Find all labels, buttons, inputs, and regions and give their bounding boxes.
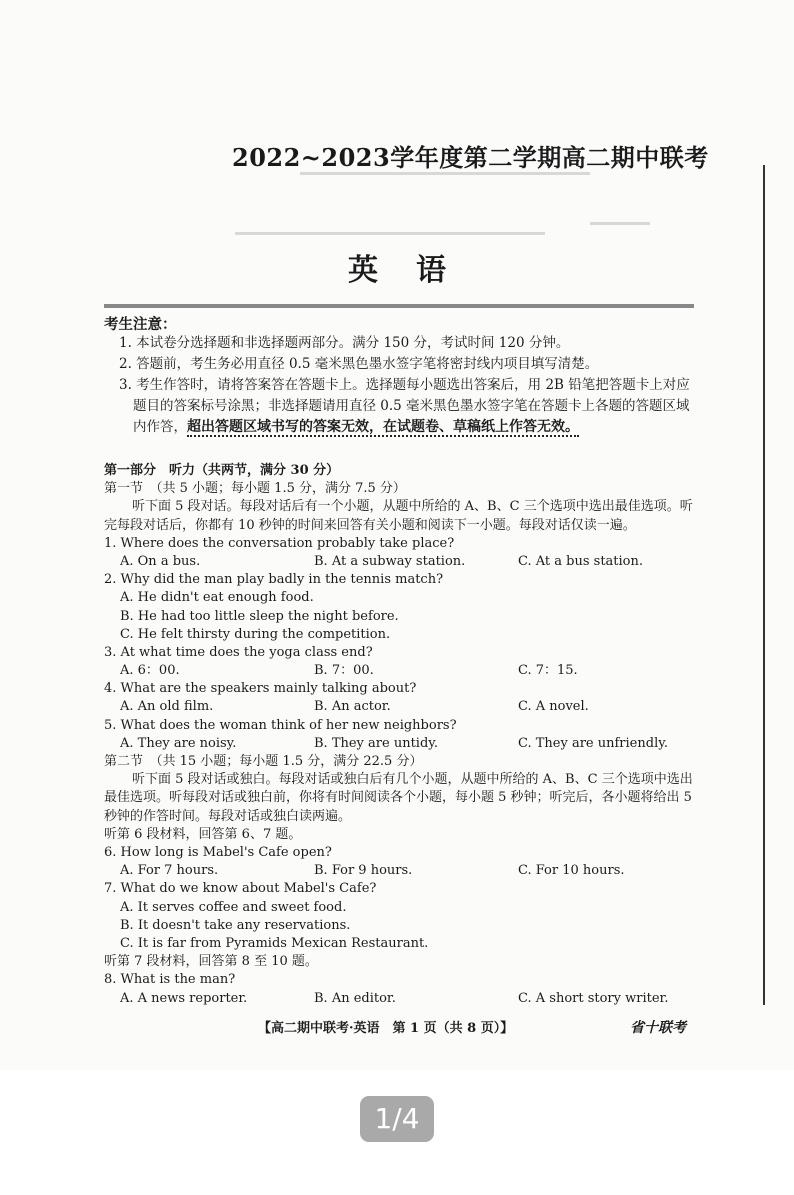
- section-heading: 第二节 （共 15 小题；每小题 1.5 分，满分 22.5 分）: [104, 754, 423, 770]
- question-options: [104, 735, 700, 753]
- question-stem: 3. At what time does the yoga class end?: [104, 644, 373, 660]
- page-indicator[interactable]: 1/4: [360, 1096, 434, 1142]
- question-options: [104, 662, 700, 680]
- option-c: C. 7：15.: [518, 663, 578, 679]
- option-c: C. At a bus station.: [518, 553, 644, 569]
- part-heading: 第一部分 听力（共两节，满分 30 分）: [104, 463, 340, 478]
- option-c: C. They are unfriendly.: [518, 735, 668, 751]
- section-instructions: 听下面 5 段对话或独白。每段对话或独白后有几个小题，从题中所给的 A、B、C 三个选项中选出最佳选项。听每段对话或独白前，你将有时间阅读各个小题，每小题 5 秒钟；听完后，各小题将给出 5 秒钟的作答时间。每段对话或独白读两遍。: [104, 772, 693, 824]
- footer-brand-logo: 省十联考: [630, 1020, 686, 1036]
- notice-list: [104, 333, 700, 438]
- question-stem: 4. What are the speakers mainly talking about?: [104, 681, 417, 697]
- option-a: A. For 7 hours.: [120, 863, 219, 879]
- option-c: C. A short story writer.: [518, 990, 669, 1006]
- option-a: A. On a bus.: [120, 553, 201, 569]
- question-stem: 5. What does the woman think of her new neighbors?: [104, 717, 457, 733]
- faint-subtitle-line: [300, 172, 590, 175]
- option-b: B. An editor.: [314, 990, 396, 1006]
- option-a: A. It serves coffee and sweet food.: [120, 899, 347, 915]
- option-b: B. An actor.: [314, 699, 391, 715]
- option-b: B. They are untidy.: [314, 735, 439, 751]
- section-heading: 第一节 （共 5 小题；每小题 1.5 分，满分 7.5 分）: [104, 481, 406, 497]
- notice-item: 2. 答题前，考生务必用直径 0.5 毫米黑色墨水签字笔将密封线内项目填写清楚。: [119, 356, 599, 372]
- notice-heading: 考生注意：: [104, 316, 177, 333]
- option-b: B. He had too little sleep the night before.: [120, 608, 399, 624]
- section-instructions: 听下面 5 段对话。每段对话后有一个小题，从题中所给的 A、B、C 三个选项中选出最佳选项。听完每段对话后，你都有 10 秒钟的时间来回答有关小题和阅读下一小题。每段对话仅读一遍。: [104, 499, 693, 533]
- option-a: A. 6：00.: [120, 663, 180, 679]
- option-a: A. They are noisy.: [120, 735, 237, 751]
- question-options: [104, 862, 700, 880]
- material-label: 听第 6 段材料，回答第 6、7 题。: [104, 826, 302, 842]
- option-b: B. It doesn't take any reservations.: [120, 917, 351, 933]
- option-a: A. An old film.: [120, 699, 214, 715]
- binding-line: [763, 165, 765, 1005]
- material-label: 听第 7 段材料，回答第 8 至 10 题。: [104, 954, 318, 970]
- question-options: [104, 698, 700, 716]
- header-rule: [104, 304, 694, 308]
- option-a: A. A news reporter.: [120, 990, 248, 1006]
- question-stem: 7. What do we know about Mabel's Cafe?: [104, 881, 377, 897]
- question-stem: 1. Where does the conversation probably take place?: [104, 535, 455, 551]
- listening-section: [104, 462, 700, 1008]
- exam-title: 2022~2023学年度第二学期高二期中联考: [232, 143, 709, 172]
- option-b: B. 7：00.: [314, 663, 374, 679]
- option-c: C. A novel.: [518, 699, 589, 715]
- option-b: B. For 9 hours.: [314, 863, 413, 879]
- option-c: C. It is far from Pyramids Mexican Restaurant.: [120, 935, 429, 951]
- faint-line: [590, 222, 650, 225]
- footer-page-info: 【高二期中联考·英语 第 1 页（共 8 页）】: [258, 1021, 514, 1036]
- option-c: C. For 10 hours.: [518, 863, 625, 879]
- option-a: A. He didn't eat enough food.: [120, 590, 314, 606]
- question-options: [104, 553, 700, 571]
- notice-emphasis: 超出答题区域书写的答案无效，在试题卷、草稿纸上作答无效。: [187, 419, 579, 435]
- option-b: B. At a subway station.: [314, 553, 466, 569]
- question-stem: 2. Why did the man play badly in the tennis match?: [104, 572, 444, 588]
- option-c: C. He felt thirsty during the competition.: [120, 626, 391, 642]
- question-stem: 6. How long is Mabel's Cafe open?: [104, 845, 332, 861]
- notice-item-text: 3. 考生作答时，请将答案答在答题卡上。选择题每小题选出答案后，用 2B 铅笔把答题卡上对应题目的答案标号涂黑；非选择题请用直径 0.5 毫米黑色墨水签字笔在答题卡上各题的答题区域内作答，: [119, 377, 690, 435]
- subject-title: 英语: [348, 253, 484, 288]
- question-options: [104, 990, 700, 1008]
- faint-line: [235, 232, 545, 235]
- notice-item: 1. 本试卷分选择题和非选择题两部分。满分 150 分，考试时间 120 分钟。: [119, 335, 570, 351]
- notice-item: [104, 375, 700, 438]
- question-stem: 8. What is the man?: [104, 972, 236, 988]
